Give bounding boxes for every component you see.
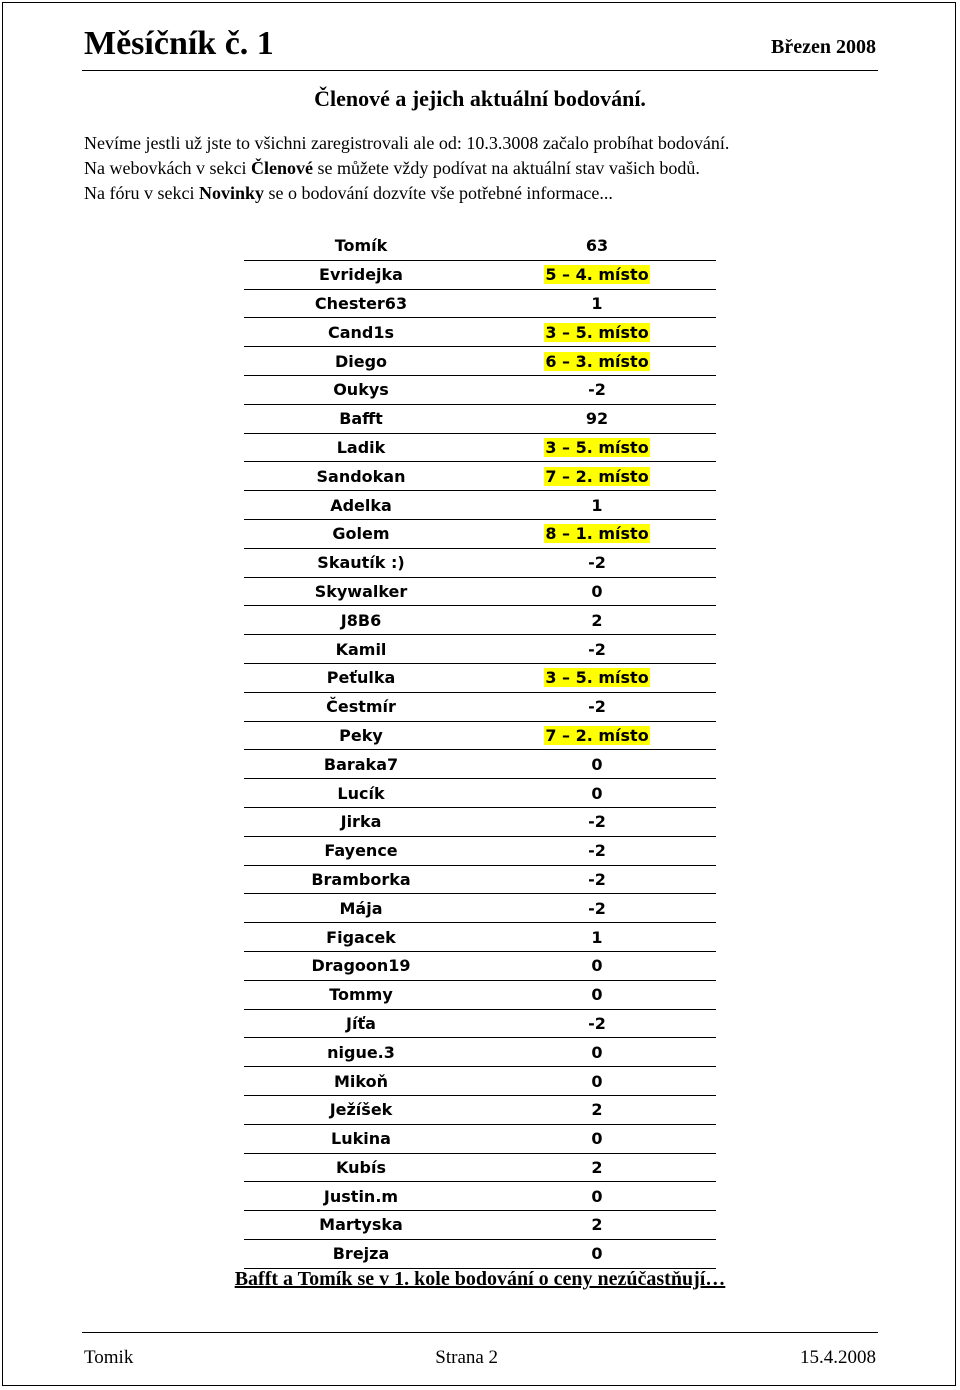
member-score: [478, 1072, 716, 1091]
section-name-novinky: Novinky: [198, 183, 264, 203]
highlighted-score: 3 – 5. místo: [545, 437, 649, 457]
member-name: Kamil: [335, 639, 387, 659]
member-name: Bafft: [339, 409, 383, 429]
score-value: 0: [591, 1042, 603, 1062]
member-name: Fayence: [324, 841, 398, 861]
member-name: Kubís: [336, 1157, 386, 1177]
score-value: 0: [591, 1071, 603, 1091]
member-name: Evridejka: [319, 265, 403, 285]
score-value: 2: [591, 1100, 603, 1120]
member-name: Ježíšek: [329, 1100, 393, 1120]
highlighted-score: 7 – 2. místo: [545, 725, 649, 745]
member-row: [244, 261, 716, 290]
member-score: [478, 1244, 716, 1263]
score-value: -2: [588, 697, 606, 717]
member-name: Martyska: [319, 1215, 403, 1235]
score-value: 0: [591, 1186, 603, 1206]
member-score: [478, 956, 716, 975]
member-score: [478, 668, 716, 687]
member-name: Jíťa: [346, 1013, 376, 1033]
member-name: Diego: [334, 351, 388, 371]
member-score: [478, 467, 716, 486]
score-value: 0: [591, 754, 603, 774]
member-score: [478, 1100, 716, 1119]
member-score: [478, 697, 716, 716]
score-value: -2: [588, 553, 606, 573]
member-row: [244, 981, 716, 1010]
member-score: [478, 323, 716, 342]
member-name: Peky: [339, 725, 383, 745]
member-name: Jirka: [340, 812, 382, 832]
intro-line-3: Na fóru v sekci Novinky se o bodování dozvíte vše potřebné informace...: [84, 183, 613, 203]
score-value: -2: [588, 812, 606, 832]
member-name: Sandokan: [316, 466, 406, 486]
member-row: [244, 1154, 716, 1183]
member-row: [244, 376, 716, 405]
member-score: [478, 985, 716, 1004]
footer-page-number: Strana 2: [435, 1347, 499, 1368]
member-row: [244, 837, 716, 866]
member-name: Brejza: [332, 1244, 390, 1264]
intro-line-1: Nevíme jestli už jste to všichni zaregistrovali ale od: 10.3.3008 začalo probíhat bodování.: [84, 133, 730, 153]
member-name: Lucík: [337, 783, 385, 803]
score-value: 0: [591, 985, 603, 1005]
member-row: [244, 1067, 716, 1096]
member-name: Mikoň: [334, 1071, 388, 1091]
highlighted-score: 5 – 4. místo: [545, 265, 649, 285]
member-row: [244, 1010, 716, 1039]
score-value: 0: [591, 783, 603, 803]
page-footer: [84, 1345, 876, 1371]
score-value: 0: [591, 1129, 603, 1149]
footer-author: Tomik: [84, 1347, 134, 1368]
highlighted-score: 8 – 1. místo: [545, 524, 649, 544]
intro-line-2: Na webovkách v sekci Členové se můžete vždy podívat na aktuální stav vašich bodů.: [84, 158, 700, 178]
member-name: Golem: [332, 524, 390, 544]
member-row: [244, 952, 716, 981]
member-row: [244, 405, 716, 434]
member-name: Peťulka: [326, 668, 396, 688]
section-heading: Členové a jejich aktuální bodování.: [314, 86, 646, 111]
score-value: 2: [591, 610, 603, 630]
member-name: Mája: [339, 898, 383, 918]
member-score: [478, 1129, 716, 1148]
score-value: 1: [591, 293, 603, 313]
member-score: [478, 1215, 716, 1234]
member-score: [478, 380, 716, 399]
member-row: [244, 434, 716, 463]
member-score: [478, 812, 716, 831]
member-row: [244, 1038, 716, 1067]
intro-text: [84, 131, 884, 206]
member-score: [478, 1187, 716, 1206]
member-score: [478, 784, 716, 803]
member-row: [244, 1211, 716, 1240]
member-name: Baraka7: [323, 754, 399, 774]
member-score: [478, 870, 716, 889]
member-row: [244, 520, 716, 549]
member-row: [244, 635, 716, 664]
issue-date: Březen 2008: [771, 36, 876, 58]
member-row: [244, 318, 716, 347]
member-row: [244, 1240, 716, 1269]
score-value: 0: [591, 581, 603, 601]
member-row: [244, 693, 716, 722]
member-row: [244, 923, 716, 952]
member-name: Čestmír: [326, 697, 396, 717]
score-value: -2: [588, 639, 606, 659]
member-score: [478, 524, 716, 543]
member-score: [478, 265, 716, 284]
score-value: 1: [591, 927, 603, 947]
footer-date: 15.4.2008: [799, 1347, 876, 1368]
score-value: 1: [591, 495, 603, 515]
member-row: [244, 491, 716, 520]
member-score-table: [244, 232, 716, 1269]
member-score: [478, 841, 716, 860]
member-name: Bramborka: [311, 869, 411, 889]
member-score: [478, 1158, 716, 1177]
member-name: Cand1s: [327, 322, 395, 342]
highlighted-score: 3 – 5. místo: [545, 322, 649, 342]
member-score: [478, 294, 716, 313]
footer-divider: [82, 1332, 878, 1333]
member-score: [478, 755, 716, 774]
score-value: 63: [585, 236, 609, 256]
member-name: Lukina: [331, 1129, 391, 1149]
member-row: [244, 779, 716, 808]
member-row: [244, 894, 716, 923]
member-score: [478, 726, 716, 745]
member-name: Adelka: [330, 495, 392, 515]
member-score: [478, 582, 716, 601]
member-name: Tomík: [334, 236, 388, 256]
score-value: -2: [588, 1013, 606, 1033]
member-row: [244, 347, 716, 376]
member-name: nigue.3: [327, 1042, 395, 1062]
score-value: -2: [588, 841, 606, 861]
member-row: [244, 664, 716, 693]
newsletter-title: Měsíčník č. 1: [84, 25, 274, 62]
member-row: [244, 722, 716, 751]
highlighted-score: 3 – 5. místo: [545, 668, 649, 688]
member-name: J8B6: [340, 610, 382, 630]
member-score: [478, 409, 716, 428]
member-score: [478, 438, 716, 457]
member-row: [244, 549, 716, 578]
highlighted-score: 6 – 3. místo: [545, 351, 649, 371]
member-row: [244, 290, 716, 319]
score-value: 2: [591, 1215, 603, 1235]
member-row: [244, 462, 716, 491]
member-score: [478, 352, 716, 371]
member-row: [244, 606, 716, 635]
member-score: [478, 553, 716, 572]
score-value: 0: [591, 1244, 603, 1264]
member-row: [244, 578, 716, 607]
member-name: Dragoon19: [311, 956, 411, 976]
member-score: [478, 611, 716, 630]
member-name: Skautík :): [317, 553, 405, 573]
score-value: -2: [588, 898, 606, 918]
member-score: [478, 928, 716, 947]
member-name: Tommy: [329, 985, 393, 1005]
header-divider: [82, 70, 878, 71]
member-score: [478, 899, 716, 918]
member-name: Ladik: [336, 437, 386, 457]
highlighted-score: 7 – 2. místo: [545, 466, 649, 486]
score-value: 0: [591, 956, 603, 976]
member-row: [244, 232, 716, 261]
member-score: [478, 496, 716, 515]
member-row: [244, 1182, 716, 1211]
member-row: [244, 1096, 716, 1125]
member-name: Oukys: [333, 380, 389, 400]
member-row: [244, 866, 716, 895]
member-row: [244, 808, 716, 837]
member-score: [478, 1014, 716, 1033]
member-name: Chester63: [314, 293, 408, 313]
member-score: [478, 1043, 716, 1062]
member-name: Justin.m: [323, 1186, 399, 1206]
member-score: [478, 640, 716, 659]
section-name-clenove: Členové: [250, 158, 313, 178]
member-row: [244, 1125, 716, 1154]
member-score: [478, 236, 716, 255]
note-text: Bafft a Tomík se v 1. kole bodování o ceny nezúčastňují…: [234, 1268, 726, 1290]
score-value: -2: [588, 869, 606, 889]
score-value: -2: [588, 380, 606, 400]
score-value: 92: [585, 409, 609, 429]
member-name: Figacek: [326, 927, 396, 947]
member-row: [244, 750, 716, 779]
score-value: 2: [591, 1157, 603, 1177]
member-name: Skywalker: [314, 581, 408, 601]
